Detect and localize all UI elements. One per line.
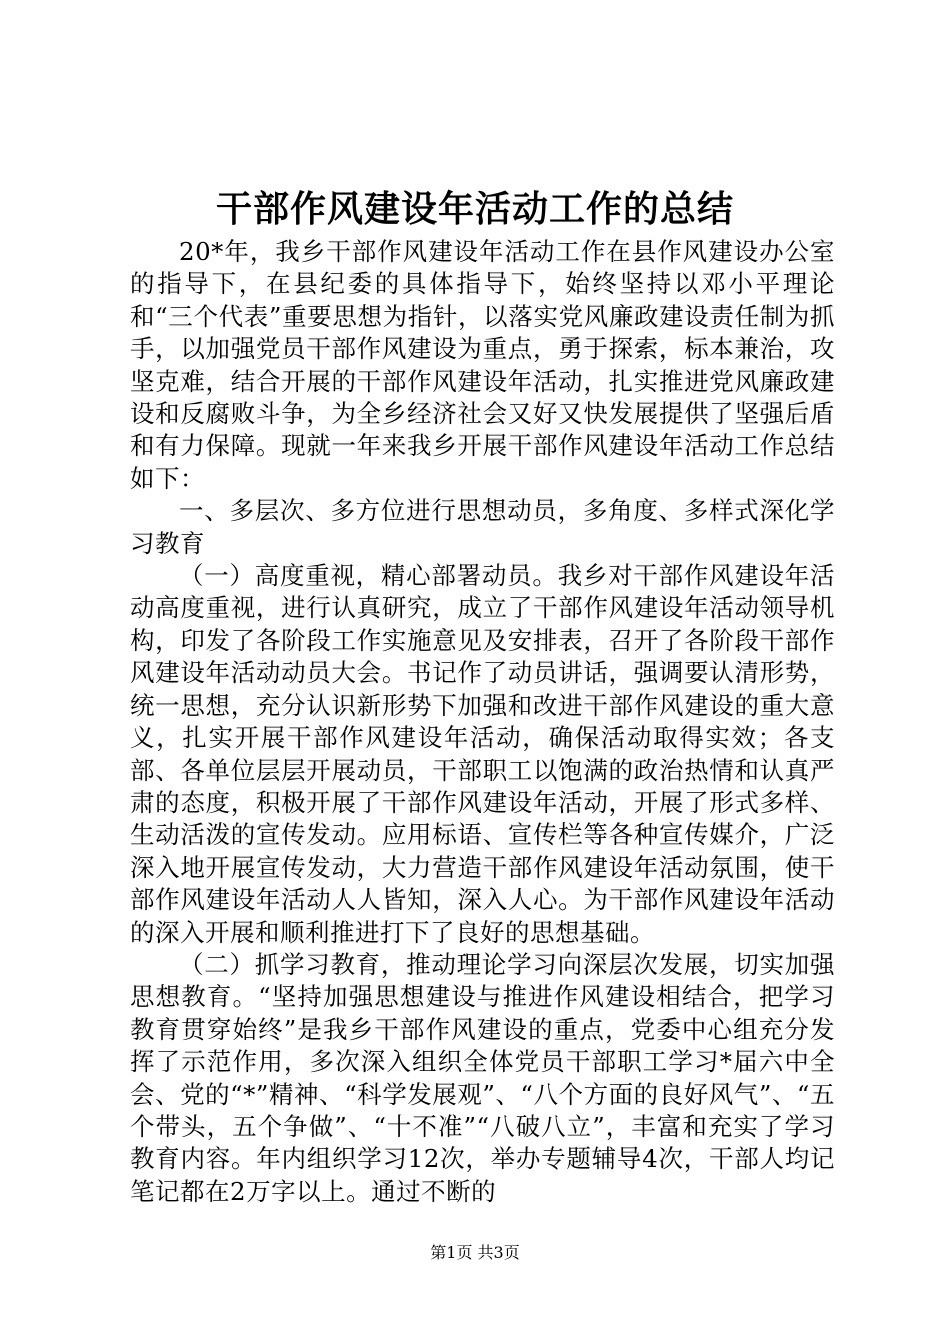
section-heading-1: 一、多层次、多方位进行思想动员，多角度、多样式深化学习教育 <box>130 496 835 558</box>
page-number-footer: 第1页 共3页 <box>430 1243 520 1262</box>
document-body <box>130 236 835 1208</box>
paragraph-subsection-1: （一）高度重视，精心部署动员。我乡对干部作风建设年活动高度重视，进行认真研究，成立了干部作风建设年活动领导机构，印发了各阶段工作实施意见及安排表，召开了各阶段干部作风建设年活动动员大会。书记作了动员讲话，强调要认清形势，统一思想，充分认识新形势下加强和改进干部作风建设的重大意义，扎实开展干部作风建设年活动，确保活动取得实效；各支部、各单位层层开展动员，干部职工以饱满的政治热情和认真严肃的态度，积极开展了干部作风建设年活动，开展了形式多样、生动活泼的宣传发动。应用标语、宣传栏等各种宣传媒介，广泛深入地开展宣传发动，大力营造干部作风建设年活动氛围，使干部作风建设年活动人人皆知，深入人心。为干部作风建设年活动的深入开展和顺利推进打下了良好的思想基础。 <box>130 561 835 947</box>
document-title: 干部作风建设年活动工作的总结 <box>215 188 734 230</box>
paragraph-subsection-2: （二）抓学习教育，推动理论学习向深层次发展，切实加强思想教育。“坚持加强思想建设与推进作风建设相结合，把学习教育贯穿始终”是我乡干部作风建设的重点，党委中心组充分发挥了示范作用，多次深入组织全体党员干部职工学习*届六中全会、党的“*”精神、“科学发展观”、“八个方面的良好风气”、“五个带头，五个争做”、“十不准”“八破八立”，丰富和充实了学习教育内容。年内组织学习12次，举办专题辅导4次，干部人均记笔记都在2万字以上。通过不断的 <box>130 949 835 1206</box>
paragraph-intro: 20*年，我乡干部作风建设年活动工作在县作风建设办公室的指导下，在县纪委的具体指导下，始终坚持以邓小平理论和“三个代表”重要思想为指针，以落实党风廉政建设责任制为抓手，以加强党员干部作风建设为重点，勇于探索，标本兼治，攻坚克难，结合开展的干部作风建设年活动，扎实推进党风廉政建设和反腐败斗争，为全乡经济社会又好又快发展提供了坚强后盾和有力保障。现就一年来我乡开展干部作风建设年活动工作总结如下： <box>130 237 835 493</box>
